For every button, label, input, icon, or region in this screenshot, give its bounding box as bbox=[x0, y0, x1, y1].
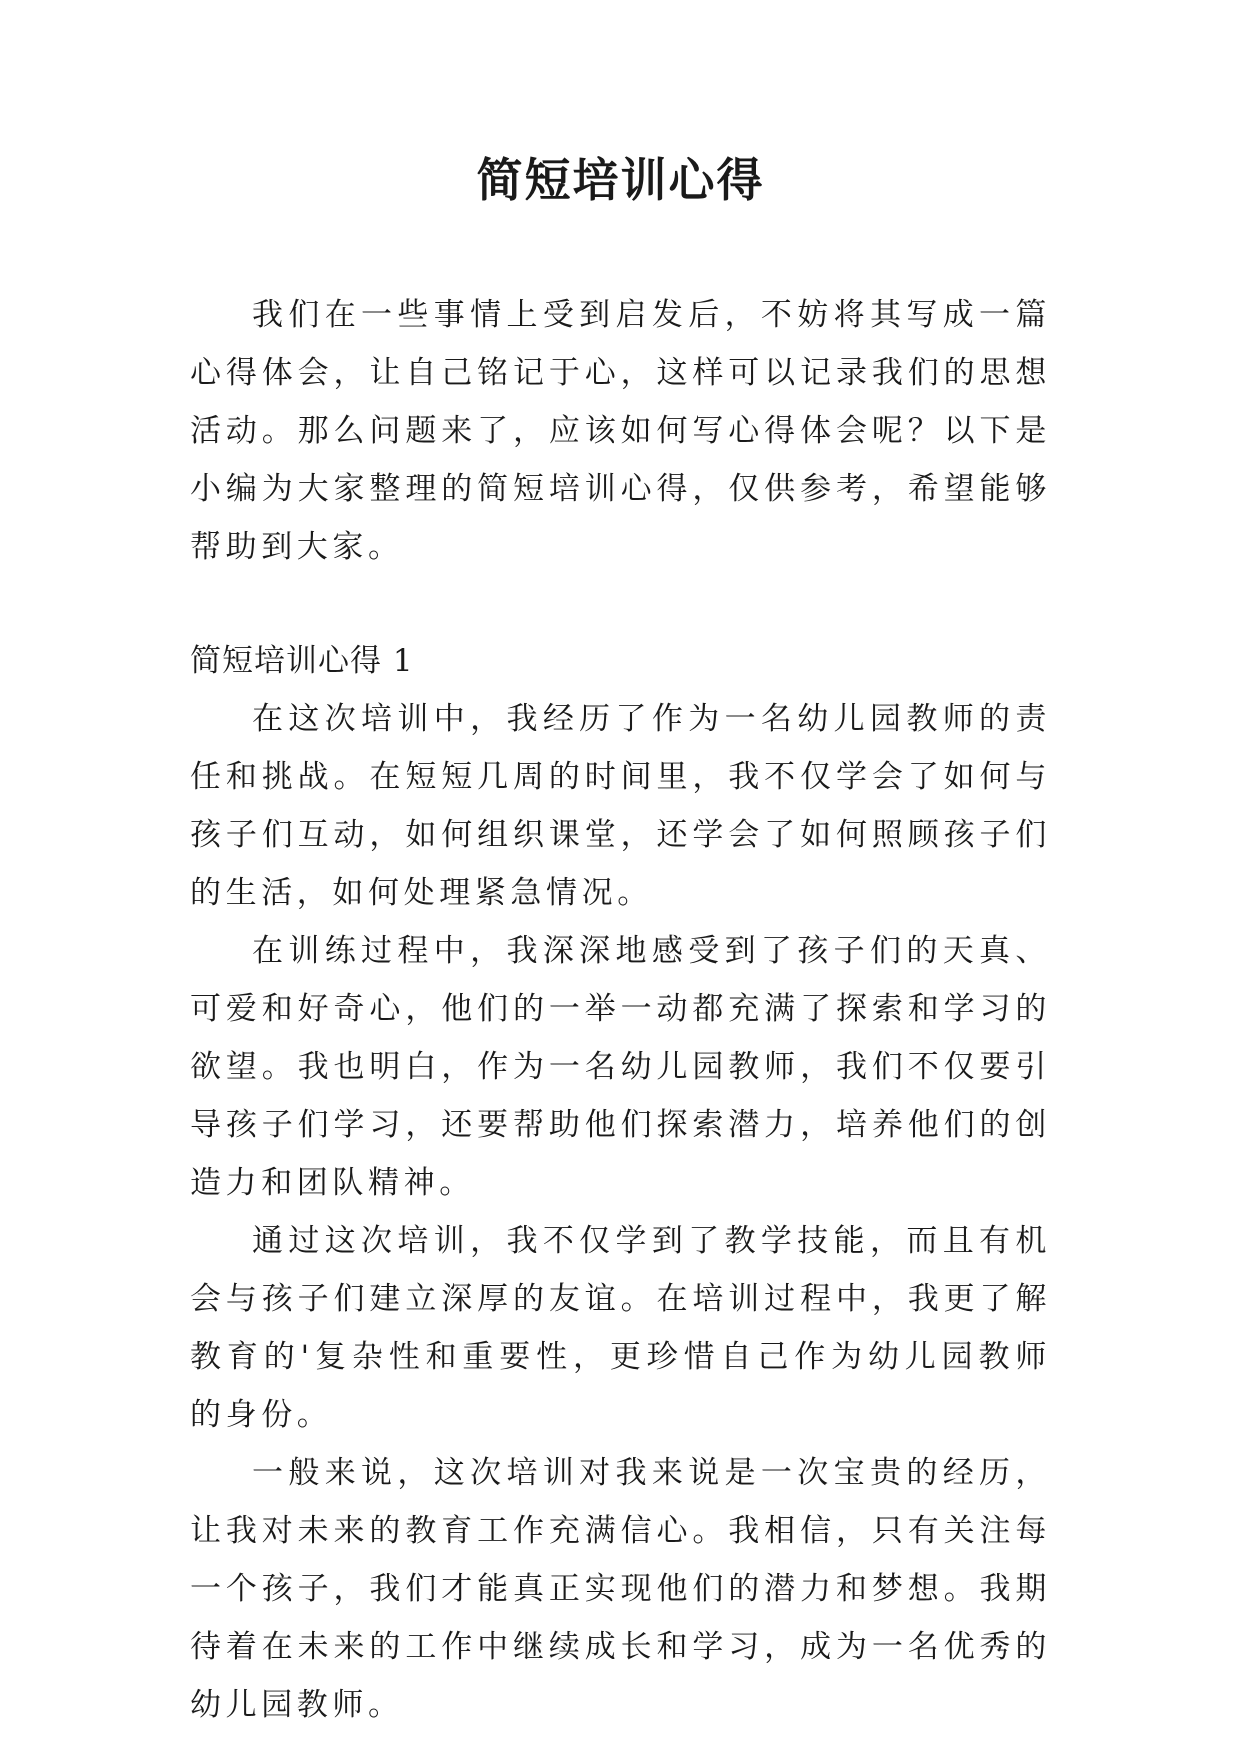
section-heading: 简短培训心得 1 bbox=[190, 643, 414, 679]
body-paragraph: 在训练过程中，我深深地感受到了孩子们的天真、可爱和好奇心，他们的一举一动都充满了探索和学习的欲望。我也明白，作为一名幼儿园教师，我们不仅要引导孩子们学习，还要帮助他们探索潜力，培养他们的创造力和团队精神。 bbox=[190, 933, 1051, 1201]
intro-paragraph: 我们在一些事情上受到启发后，不妨将其写成一篇心得体会，让自己铭记于心，这样可以记录我们的思想活动。那么问题来了，应该如何写心得体会呢？以下是小编为大家整理的简短培训心得，仅供参考，希望能够帮助到大家。 bbox=[190, 297, 1051, 565]
body-paragraph: 一般来说，这次培训对我来说是一次宝贵的经历，让我对未来的教育工作充满信心。我相信，只有关注每一个孩子，我们才能真正实现他们的潜力和梦想。我期待着在未来的工作中继续成长和学习，成为一名优秀的幼儿园教师。 bbox=[190, 1455, 1051, 1723]
body-paragraph: 在这次培训中，我经历了作为一名幼儿园教师的责任和挑战。在短短几周的时间里，我不仅学会了如何与孩子们互动，如何组织课堂，还学会了如何照顾孩子们的生活，如何处理紧急情况。 bbox=[190, 701, 1051, 911]
document-title: 简短培训心得 bbox=[476, 153, 765, 207]
section-1 bbox=[190, 632, 1051, 1734]
document-body bbox=[190, 286, 1051, 1734]
body-paragraph: 通过这次培训，我不仅学到了教学技能，而且有机会与孩子们建立深厚的友谊。在培训过程中，我更了解教育的'复杂性和重要性，更珍惜自己作为幼儿园教师的身份。 bbox=[190, 1223, 1051, 1433]
